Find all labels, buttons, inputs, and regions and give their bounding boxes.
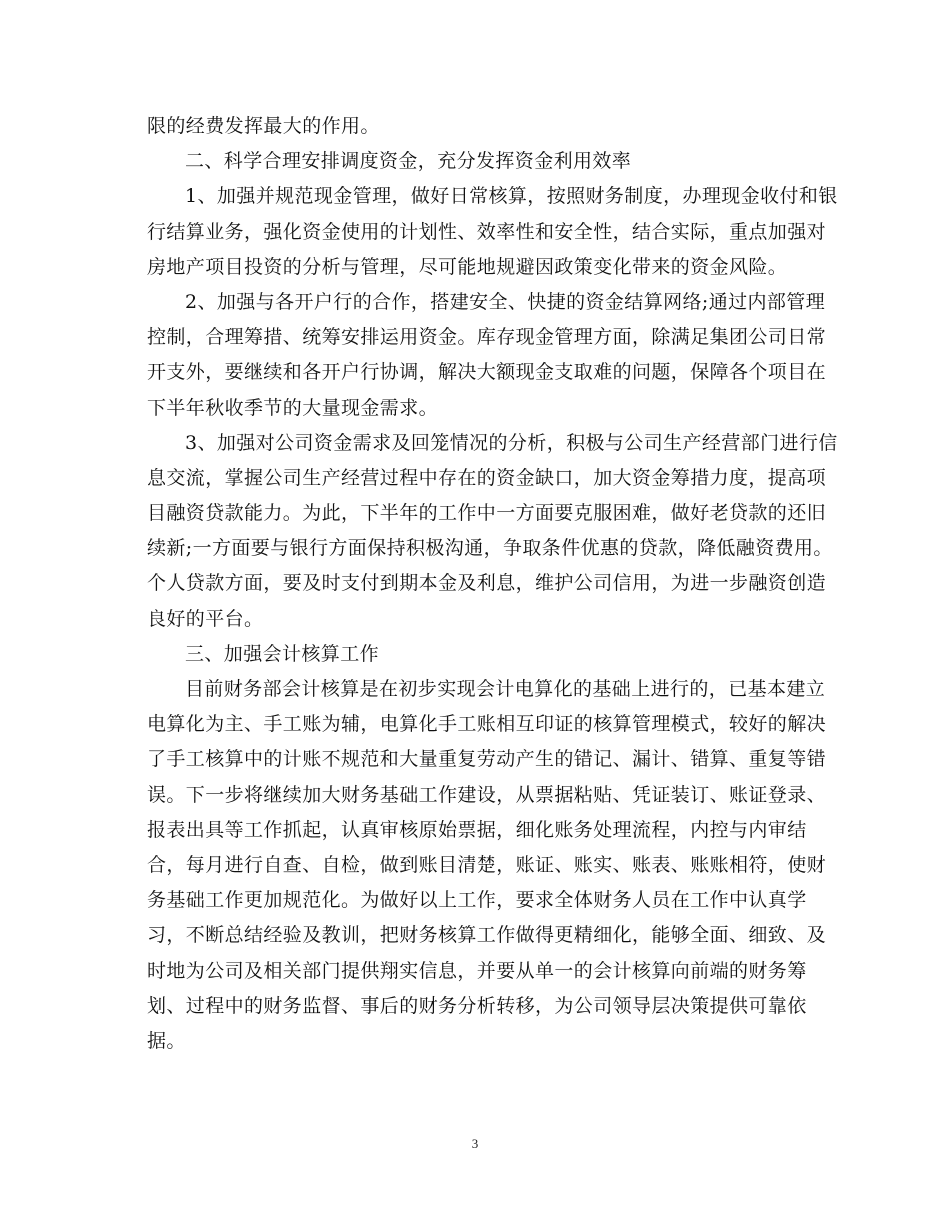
text-line: 习，不断总结经验及教训，把财务核算工作做得更精细化，能够全面、细致、及 (147, 924, 827, 947)
text-line: 良好的平台。 (147, 607, 264, 630)
text-line: 误。下一步将继续加大财务基础工作建设，从票据粘贴、凭证装订、账证登录、 (147, 783, 827, 806)
text-line: 合，每月进行自查、自检，做到账目清楚，账证、账实、账表、账账相符，使财 (147, 853, 827, 876)
text-line: 了手工核算中的计账不规范和大量重复劳动产生的错记、漏计、错算、重复等错 (147, 748, 827, 771)
text-line: 行结算业务，强化资金使用的计划性、效率性和安全性，结合实际，重点加强对 (147, 220, 827, 243)
text-line: 息交流，掌握公司生产经营过程中存在的资金缺口，加大资金筹措力度，提高项 (147, 466, 827, 489)
text-line: 3、加强对公司资金需求及回笼情况的分析，积极与公司生产经营部门进行信 (185, 431, 838, 454)
text-line: 2、加强与各开户行的合作，搭建安全、快捷的资金结算网络;通过内部管理 (185, 290, 826, 313)
text-line: 控制，合理筹措、统筹安排运用资金。库存现金管理方面，除满足集团公司日常 (147, 326, 827, 349)
text-line: 电算化为主、手工账为辅，电算化手工账相互印证的核算管理模式，较好的解决 (147, 713, 827, 736)
text-line: 划、过程中的财务监督、事后的财务分析转移，为公司领导层决策提供可靠依 (147, 994, 807, 1017)
text-line: 目融资贷款能力。为此，下半年的工作中一方面要克服困难，做好老贷款的还旧 (147, 502, 827, 525)
section-heading: 二、科学合理安排调度资金，充分发挥资金利用效率 (185, 150, 632, 173)
text-line: 开支外，要继续和各开户行协调，解决大额现金支取难的问题，保障各个项目在 (147, 361, 827, 384)
page-number: 3 (471, 1136, 479, 1151)
text-line: 个人贷款方面，要及时支付到期本金及利息，维护公司信用，为进一步融资创造 (147, 572, 827, 595)
text-line: 据。 (147, 1029, 186, 1052)
text-line: 限的经费发挥最大的作用。 (147, 115, 380, 137)
text-line: 务基础工作更加规范化。为做好以上工作，要求全体财务人员在工作中认真学 (147, 889, 807, 912)
text-line: 目前财务部会计核算是在初步实现会计电算化的基础上进行的，已基本建立 (185, 678, 826, 700)
text-line: 续新;一方面要与银行方面保持积极沟通，争取条件优惠的贷款，降低融资费用。 (147, 537, 833, 560)
document-body (147, 109, 838, 1059)
text-line: 房地产项目投资的分析与管理，尽可能地规避因政策变化带来的资金风险。 (147, 255, 788, 278)
text-line: 下半年秋收季节的大量现金需求。 (147, 396, 439, 419)
text-line: 1、加强并规范现金管理，做好日常核算，按照财务制度，办理现金收付和银 (185, 185, 838, 208)
text-line: 时地为公司及相关部门提供翔实信息，并要从单一的会计核算向前端的财务筹 (147, 959, 807, 982)
text-line: 报表出具等工作抓起，认真审核原始票据，细化账务处理流程，内控与内审结 (147, 818, 807, 841)
section-heading: 三、加强会计核算工作 (185, 642, 380, 665)
